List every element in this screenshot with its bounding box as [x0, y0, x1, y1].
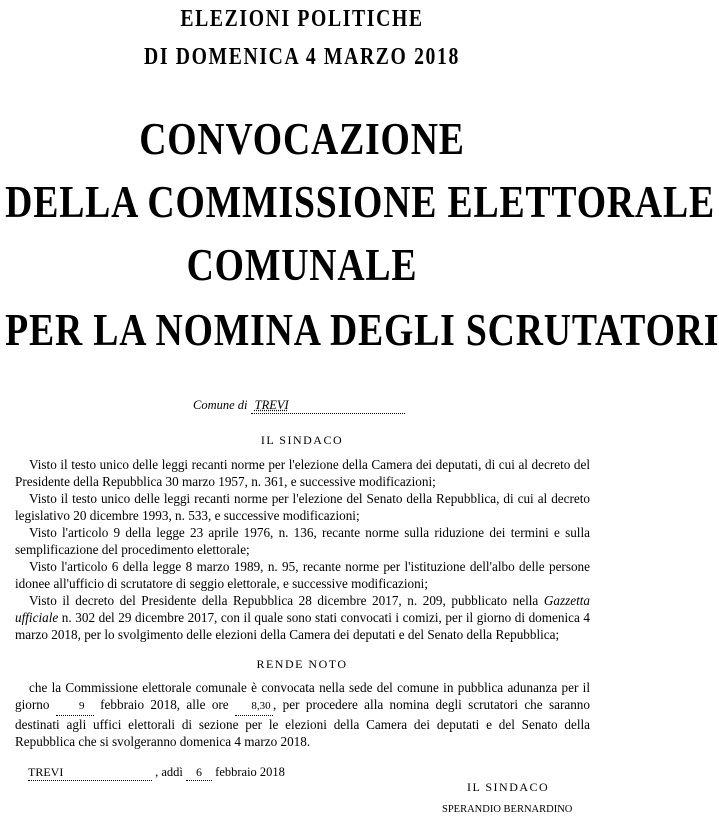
recital-paragraph: Visto il testo unico delle leggi recanti norme per l'elezione del Senato della Repubblica, di cui al decreto legislativo 20 dicembre 1993, n. 533, e successive modificazioni;	[15, 491, 590, 523]
dateline-month-year: febbraio 2018	[215, 765, 285, 779]
dateline	[28, 765, 285, 781]
header-line-1: ELEZIONI POLITICHE	[180, 6, 424, 32]
gazzetta-ufficiale-text: Gazzetta ufficiale	[15, 593, 590, 625]
dateline-place: TREVI	[28, 765, 152, 781]
comune-value: TREVI	[251, 398, 405, 414]
sindaco-heading: IL SINDACO	[260, 433, 344, 447]
recital-paragraph	[15, 592, 590, 643]
announcement	[15, 679, 590, 750]
recital-text: n. 302 del 29 dicembre 2017, con il quale sono stati convocati i comizi, per il giorno di domenica 4 marzo 2018, per lo svolgimento delle elezioni della Camera dei deputati e del Senato della Repubblica;	[15, 610, 590, 642]
announcement-text: febbraio 2018, alle ore	[93, 697, 236, 712]
title-line-3: COMUNALE	[186, 239, 418, 290]
dateline-separator: , addì	[155, 765, 183, 779]
announcement-text: che la Commissione elettorale comunale è convocata nella sede del comune in pubblica adunanza per il giorno	[15, 680, 590, 712]
title-line-1: CONVOCAZIONE	[139, 113, 465, 164]
signature-name: SPERANDIO BERNARDINO	[442, 804, 573, 815]
dateline-day: 6	[186, 765, 212, 781]
recital-paragraph: Visto l'articolo 9 della legge 23 aprile 1976, n. 136, recante norme sulla riduzione dei termini e sulla semplificazione del procedimento elettorale;	[15, 525, 590, 557]
title-line-2: DELLA COMMISSIONE ELETTORALE	[5, 176, 715, 227]
meeting-day-value: 9	[56, 698, 94, 716]
announcement-text: , per procedere alla nomina degli scrutatori che saranno destinati agli uffici elettorali di sezione per le elezioni della Camera dei deputati e del Senato della Repubblica che si svolgeranno domenica 4 marzo 2018.	[15, 697, 590, 749]
recital-text: Visto il decreto del Presidente della Repubblica 28 dicembre 2017, n. 209, pubblicato nella	[29, 593, 544, 608]
announcement-paragraph	[15, 679, 590, 750]
meeting-hour-value: 8,30	[235, 698, 273, 716]
signature-title: IL SINDACO	[467, 780, 550, 794]
comune-label: Comune di	[193, 398, 248, 412]
recital-paragraph: Visto l'articolo 6 della legge 8 marzo 1989, n. 95, recante norme per l'istituzione dell'albo delle persone idonee all'ufficio di scrutatore di seggio elettorale, e successive modificazioni;	[15, 559, 590, 591]
title-line-4: PER LA NOMINA DEGLI SCRUTATORI	[5, 304, 719, 355]
rende-noto-heading: RENDE NOTO	[256, 657, 348, 671]
recitals	[15, 456, 590, 643]
header-line-2: DI DOMENICA 4 MARZO 2018	[144, 44, 460, 70]
comune-line	[193, 398, 405, 414]
recital-paragraph: Visto il testo unico delle leggi recanti norme per l'elezione della Camera dei deputati, di cui al decreto del Presidente della Repubblica 30 marzo 1957, n. 361, e successive modificazioni;	[15, 457, 590, 489]
